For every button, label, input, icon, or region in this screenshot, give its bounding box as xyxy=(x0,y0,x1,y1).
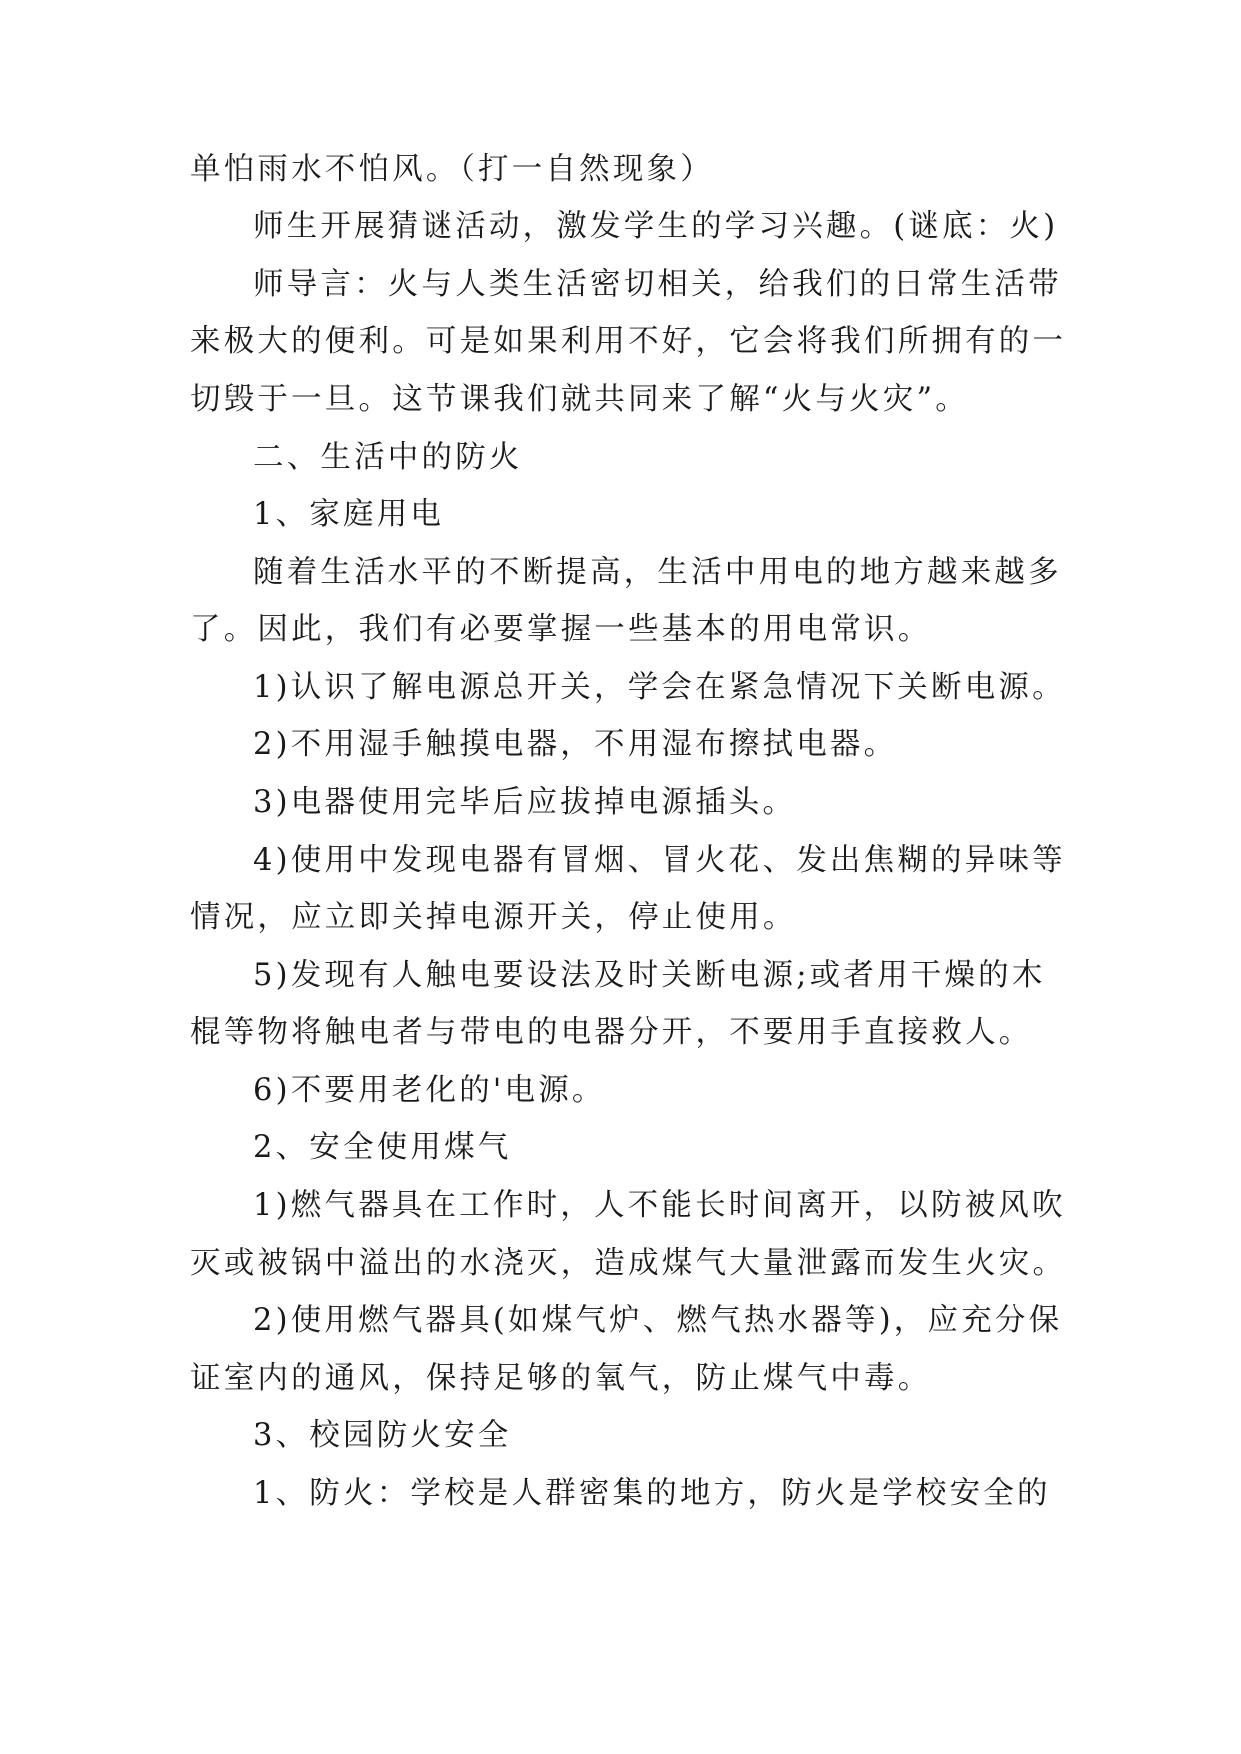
section-heading: 二、生活中的防火 xyxy=(253,440,523,475)
list-item: 1)认识了解电源总开关，学会在紧急情况下关断电源。 xyxy=(253,670,1066,705)
text-line: 情况，应立即关掉电源开关，停止使用。 xyxy=(190,900,797,935)
list-item: 5)发现有人触电要设法及时关断电源;或者用干燥的木 xyxy=(253,958,1046,993)
text-line: 了。因此，我们有必要掌握一些基本的用电常识。 xyxy=(190,612,932,647)
list-item: 3)电器使用完毕后应拔掉电源插头。 xyxy=(253,785,797,820)
text-line: 切毁于一旦。这节课我们就共同来了解“火与火灾”。 xyxy=(190,382,969,417)
text-line: 灭或被锅中溢出的水浇灭，造成煤气大量泄露而发生火灾。 xyxy=(190,1246,1067,1281)
text-line: 棍等物将触电者与带电的电器分开，不要用手直接救人。 xyxy=(190,1015,1033,1050)
text-line: 随着生活水平的不断提高，生活中用电的地方越来越多 xyxy=(253,555,1062,590)
list-item: 6)不要用老化的'电源。 xyxy=(253,1073,606,1108)
subsection-heading: 3、校园防火安全 xyxy=(253,1418,512,1453)
subsection-heading: 2、安全使用煤气 xyxy=(253,1130,512,1165)
text-line: 师生开展猜谜活动，激发学生的学习兴趣。(谜底：火) xyxy=(253,209,1059,244)
text-line: 证室内的通风，保持足够的氧气，防止煤气中毒。 xyxy=(190,1361,932,1396)
text-line: 师导言：火与人类生活密切相关，给我们的日常生活带 xyxy=(253,267,1062,302)
list-item: 1)燃气器具在工作时，人不能长时间离开，以防被风吹 xyxy=(253,1188,1066,1223)
list-item: 4)使用中发现电器有冒烟、冒火花、发出焦糊的异味等 xyxy=(253,843,1066,878)
list-item: 2)使用燃气器具(如煤气炉、燃气热水器等)，应充分保 xyxy=(253,1303,1063,1338)
subsection-heading: 1、家庭用电 xyxy=(253,497,445,532)
list-item: 1、防火：学校是人群密集的地方，防火是学校安全的 xyxy=(253,1476,1051,1511)
text-line: 单怕雨水不怕风。（打一自然现象） xyxy=(190,152,714,187)
text-line: 来极大的便利。可是如果利用不好，它会将我们所拥有的一 xyxy=(190,324,1067,359)
list-item: 2)不用湿手触摸电器，不用湿布擦拭电器。 xyxy=(253,727,898,762)
